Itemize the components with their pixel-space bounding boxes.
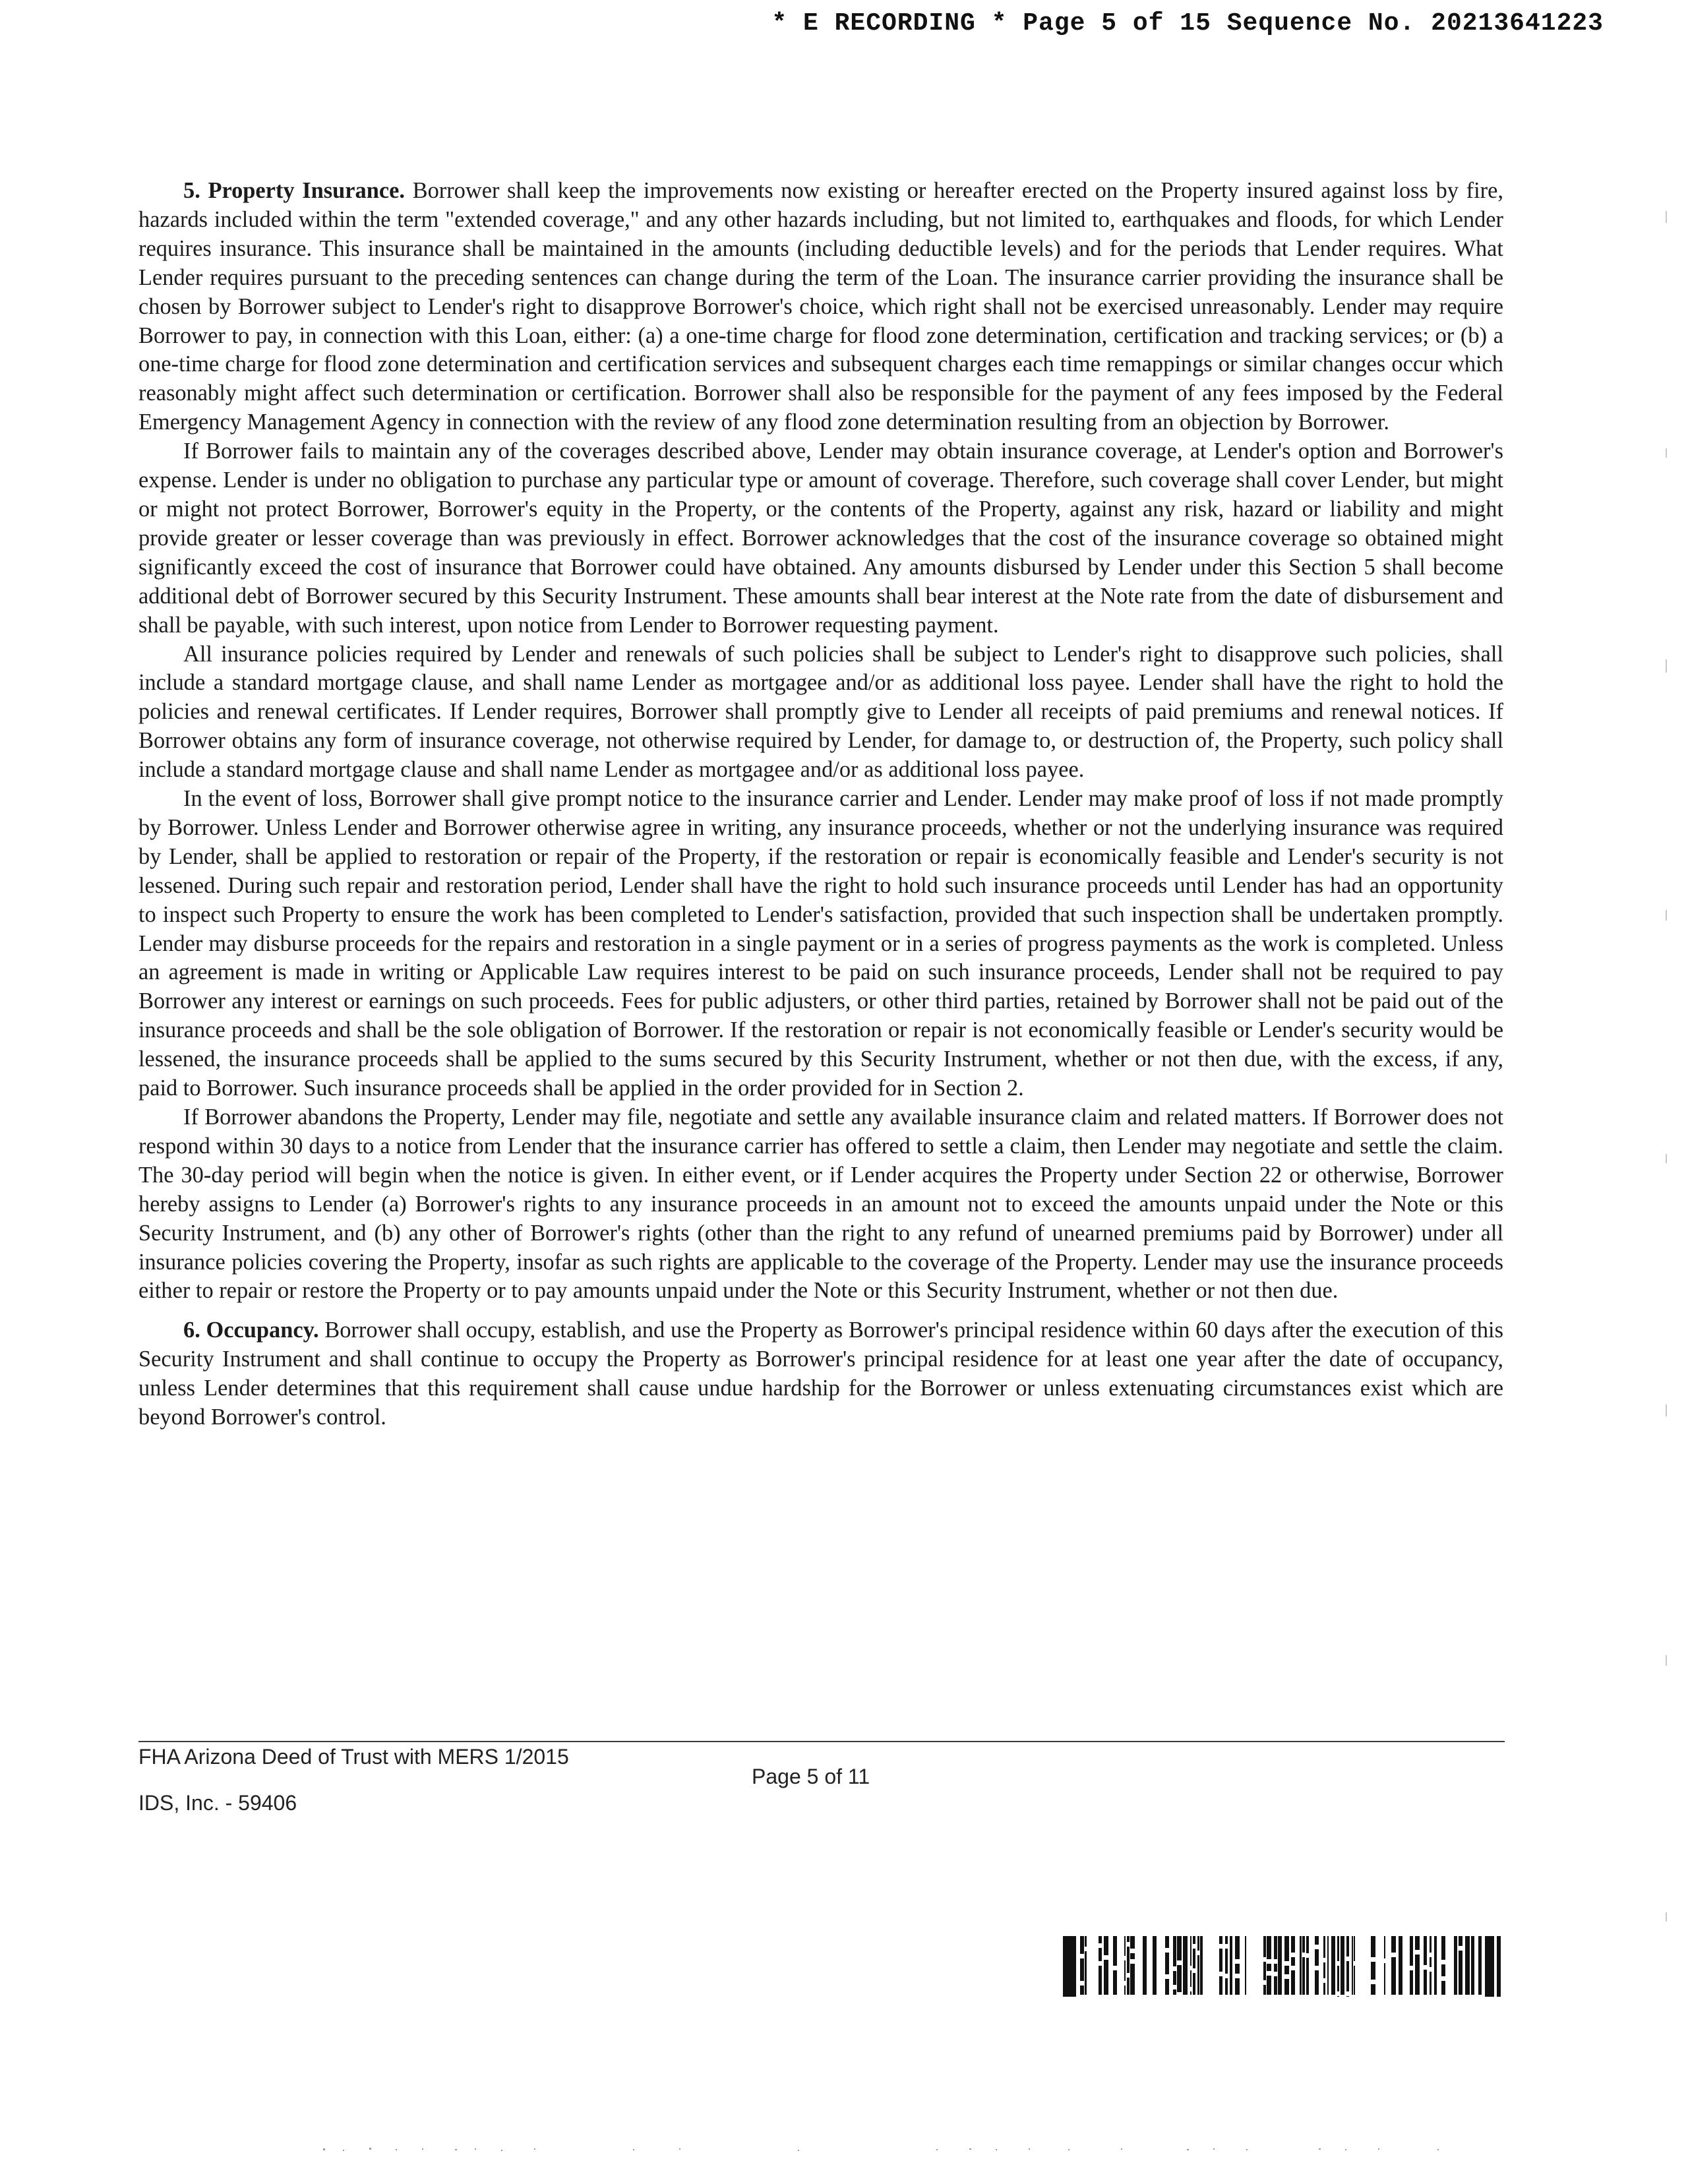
section-5-paragraph-3: All insurance policies required by Lender and renewals of such policies shall be subject to Lender's right to disapprove such policies, shall include a standard mortgage clause, and shall name Lender as mortgagee and/or as additional loss payee. Lender shall have the right to hold the policies and renewal certificates. If Lender requires, Borrower shall promptly give to Lender all receipts of paid premiums and renewal notices. If Borrower obtains any form of insurance coverage, not otherwise required by Lender, for damage to, or destruction of, the Property, such policy shall include a standard mortgage clause and shall name Lender as mortgagee and/or as additional loss payee.	[138, 641, 1503, 783]
paragraph-text: Borrower shall occupy, establish, and use the Property as Borrower's principal residence within 60 days after the execution of this Security Instrument and shall continue to occupy the Property as Borrower's principal residence for at least one year after the date of occupancy, unless Lender determines that this requirement shall cause undue hardship for the Borrower or unless extenuating circumstances exist which are beyond Borrower's control.	[138, 1318, 1504, 1430]
barcode-icon	[1063, 1936, 1501, 1997]
footer-preparer: IDS, Inc. - 59406	[138, 1791, 297, 1815]
footer-divider	[138, 1741, 1505, 1742]
footer-form-name: FHA Arizona Deed of Trust with MERS 1/2015	[138, 1745, 569, 1769]
scan-artifacts	[0, 2137, 1688, 2163]
document-body	[138, 177, 1503, 1432]
scan-edge-marks	[1660, 198, 1673, 2044]
section-5-paragraph-5: If Borrower abandons the Property, Lender may file, negotiate and settle any available insurance claim and related matters. If Borrower does not respond within 30 days to a notice from Lender that the insurance carrier has offered to settle a claim, then Lender may negotiate and settle the claim. The 30-day period will begin when the notice is given. In either event, or if Lender acquires the Property under Section 22 or otherwise, Borrower hereby assigns to Lender (a) Borrower's rights to any insurance proceeds in an amount not to exceed the amounts unpaid under the Note or this Security Instrument, and (b) any other of Borrower's rights (other than the right to any refund of unearned premiums paid by Borrower) under all insurance policies covering the Property, insofar as such rights are applicable to the coverage of the Property. Lender may use the insurance proceeds either to repair or restore the Property or to pay amounts unpaid under the Note or this Security Instrument, whether or not then due.	[138, 1105, 1503, 1304]
section-6-paragraph-1	[138, 1316, 1503, 1432]
section-5-paragraph-1	[138, 177, 1503, 437]
footer-page-number: Page 5 of 11	[752, 1765, 870, 1788]
section-5-paragraph-2: If Borrower fails to maintain any of the coverages described above, Lender may obtain insurance coverage, at Lender's option and Borrower's expense. Lender is under no obligation to purchase any particular type or amount of coverage. Therefore, such coverage shall cover Lender, but might or might not protect Borrower, Borrower's equity in the Property, or the contents of the Property, against any risk, hazard or liability and might provide greater or lesser coverage than was previously in effect. Borrower acknowledges that the cost of the insurance coverage so obtained might significantly exceed the cost of insurance that Borrower could have obtained. Any amounts disbursed by Lender under this Section 5 shall become additional debt of Borrower secured by this Security Instrument. These amounts shall bear interest at the Note rate from the date of disbursement and shall be payable, with such interest, upon notice from Lender to Borrower requesting payment.	[138, 439, 1503, 638]
paragraph-text: Borrower shall keep the improvements now existing or hereafter erected on the Property insured against loss by fire, hazards included within the term "extended coverage," and any other hazards including, but not limited to, earthquakes and floods, for which Lender requires insurance. This insurance shall be maintained in the amounts (including deductible levels) and for the periods that Lender requires. What Lender requires pursuant to the preceding sentences can change during the term of the Loan. The insurance carrier providing the insurance shall be chosen by Borrower subject to Lender's right to disapprove Borrower's choice, which right shall not be exercised unreasonably. Lender may require Borrower to pay, in connection with this Loan, either: (a) a one-time charge for flood zone determination, certification and tracking services; or (b) a one-time charge for flood zone determination and certification services and subsequent charges each time remappings or similar changes occur which reasonably might affect such determination or certification. Borrower shall also be responsible for the payment of any fees imposed by the Federal Emergency Management Agency in connection with the review of any flood zone determination resulting from an objection by Borrower.	[138, 178, 1503, 435]
section-5-heading: 5. Property Insurance.	[183, 178, 405, 203]
section-5-paragraph-4: In the event of loss, Borrower shall give prompt notice to the insurance carrier and Lender. Lender may make proof of loss if not made promptly by Borrower. Unless Lender and Borrower otherwise agree in writing, any insurance proceeds, whether or not the underlying insurance was required by Lender, shall be applied to restoration or repair of the Property, if the restoration or repair is economically feasible and Lender's security is not lessened. During such repair and restoration period, Lender shall have the right to hold such insurance proceeds until Lender has had an opportunity to inspect such Property to ensure the work has been completed to Lender's satisfaction, provided that such inspection shall be undertaken promptly. Lender may disburse proceeds for the repairs and restoration in a single payment or in a series of progress payments as the work is completed. Unless an agreement is made in writing or Applicable Law requires interest to be paid on such insurance proceeds, Lender shall not be required to pay Borrower any interest or earnings on such proceeds. Fees for public adjusters, or other third parties, retained by Borrower shall not be paid out of the insurance proceeds and shall be the sole obligation of Borrower. If the restoration or repair is not economically feasible or Lender's security would be lessened, the insurance proceeds shall be applied to the sums secured by this Security Instrument, whether or not then due, with the excess, if any, paid to Borrower. Such insurance proceeds shall be applied in the order provided for in Section 2.	[138, 786, 1503, 1101]
section-6-heading: 6. Occupancy.	[183, 1318, 319, 1343]
recording-banner: * E RECORDING * Page 5 of 15 Sequence No. 20213641223	[771, 9, 1604, 38]
